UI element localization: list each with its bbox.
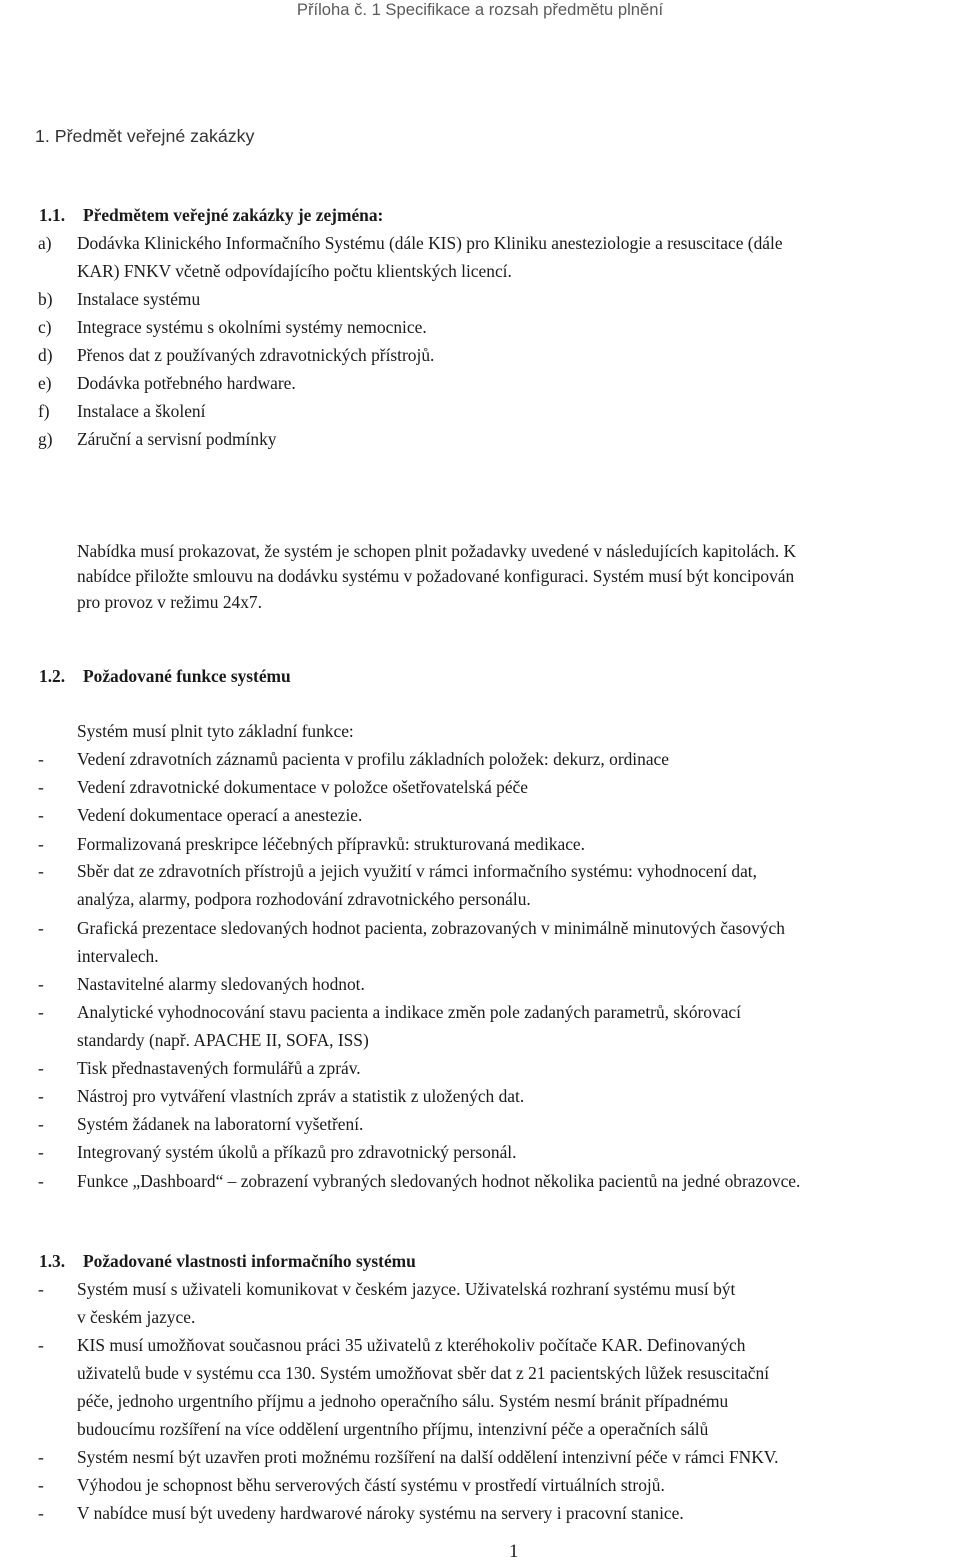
list-item-text: Instalace a školení (77, 401, 206, 421)
dash-bullet: - (38, 1002, 44, 1022)
list-item (0, 1279, 960, 1307)
list-item-text: Grafická prezentace sledovaných hodnot pacienta, zobrazovaných v minimálně minutových časových (77, 918, 785, 938)
section-heading-text: 1. Předmět veřejné zakázky (35, 126, 255, 146)
subsection-title: Požadované vlastnosti informačního systému (83, 1251, 416, 1271)
list-item-text: Systém nesmí být uzavřen proti možnému rozšíření na další oddělení intenzivní péče v rámci FNKV. (77, 1447, 779, 1467)
list-item-text: Funkce „Dashboard“ – zobrazení vybraných sledovaných hodnot několika pacientů na jedné obrazovce. (77, 1171, 801, 1191)
list-item-text: KAR) FNKV včetně odpovídajícího počtu klientských licencí. (77, 261, 512, 281)
dash-bullet: - (38, 1114, 44, 1134)
dash-bullet: - (38, 974, 44, 994)
subsection-title: Předmětem veřejné zakázky je zejména: (83, 205, 384, 225)
list-item (0, 861, 960, 889)
subsection-1-2-heading (39, 666, 291, 687)
list-item (0, 1171, 960, 1199)
list-item-label: f) (38, 401, 50, 421)
dash-bullet: - (38, 861, 44, 881)
list-item-text: Dodávka Klinického Informačního Systému (dále KIS) pro Kliniku anesteziologie a resuscitace (dále (77, 233, 783, 253)
list-item-text: KIS musí umožňovat současnou práci 35 uživatelů z kteréhokoliv počítače KAR. Definovaných (77, 1335, 746, 1355)
list-item (0, 233, 960, 261)
dash-bullet: - (38, 777, 44, 797)
list-item (0, 777, 960, 805)
dash-bullet: - (38, 1335, 44, 1355)
list-item (0, 317, 960, 345)
list-item-text: Tisk přednastavených formulářů a zpráv. (77, 1058, 361, 1078)
dash-bullet: - (38, 1058, 44, 1078)
list-item-continuation (0, 1363, 960, 1391)
paragraph-line: Nabídka musí prokazovat, že systém je schopen plnit požadavky uvedené v následujících kapitolách. K (77, 541, 797, 561)
list-item (0, 1447, 960, 1475)
list-item (0, 1335, 960, 1363)
list-item (0, 429, 960, 457)
subsection-1-1-heading (39, 205, 383, 226)
dash-bullet: - (38, 1086, 44, 1106)
list-item-text: Integrovaný systém úkolů a příkazů pro zdravotnický personál. (77, 1142, 517, 1162)
list-item-label: g) (38, 429, 53, 449)
dash-bullet: - (38, 805, 44, 825)
list-item-text: Sběr dat ze zdravotních přístrojů a jejich využití v rámci informačního systému: vyhodnocení dat, (77, 861, 757, 881)
intro-text: Systém musí plnit tyto základní funkce: (77, 721, 354, 741)
list-item (0, 918, 960, 946)
list-item-label: b) (38, 289, 53, 309)
list-item-text: V nabídce musí být uvedeny hardwarové nároky systému na servery i pracovní stanice. (77, 1503, 684, 1523)
list-item-continuation (0, 1307, 960, 1335)
section-heading (0, 126, 254, 147)
list-item-label: d) (38, 345, 53, 365)
list-item-label: e) (38, 373, 52, 393)
page-number: 1 (509, 1541, 519, 1562)
dash-bullet: - (38, 1279, 44, 1299)
list-item-text: Vedení zdravotnické dokumentace v položce ošetřovatelská péče (77, 777, 528, 797)
list-item-text: Nastavitelné alarmy sledovaných hodnot. (77, 974, 365, 994)
list-item (0, 1114, 960, 1142)
list-item-text: Vedení dokumentace operací a anestezie. (77, 805, 363, 825)
list-item (0, 401, 960, 429)
dash-bullet: - (38, 1475, 44, 1495)
dash-bullet: - (38, 1447, 44, 1467)
subsection-number: 1.1. (39, 205, 66, 225)
list-item-text: Nástroj pro vytváření vlastních zpráv a statistik z uložených dat. (77, 1086, 525, 1106)
dash-bullet: - (38, 918, 44, 938)
list-item-text: Formalizovaná preskripce léčebných přípravků: strukturovaná medikace. (77, 834, 585, 854)
list-item-text: Výhodou je schopnost běhu serverových částí systému v prostředí virtuálních strojů. (77, 1475, 665, 1495)
subsection-title: Požadované funkce systému (83, 666, 291, 686)
list-item-text: standardy (např. APACHE II, SOFA, ISS) (77, 1030, 369, 1050)
list-item-label: c) (38, 317, 52, 337)
list-item-text: intervalech. (77, 946, 159, 966)
list-item (0, 373, 960, 401)
list-item (0, 1475, 960, 1503)
dash-bullet: - (38, 749, 44, 769)
list-item (0, 974, 960, 1002)
list-item (0, 1503, 960, 1531)
subsection-number: 1.3. (39, 1251, 66, 1271)
subsection-number: 1.2. (39, 666, 66, 686)
list-item-continuation (0, 261, 960, 289)
list-item (0, 345, 960, 373)
list-item-text: Dodávka potřebného hardware. (77, 373, 296, 393)
subsection-1-3-heading (39, 1251, 416, 1272)
list-item-text: Instalace systému (77, 289, 201, 309)
list-item-text: analýza, alarmy, podpora rozhodování zdravotnického personálu. (77, 889, 531, 909)
list-item-text: budoucímu rozšíření na více oddělení urgentního příjmu, intenzivní péče a operačních sálů (77, 1419, 709, 1439)
dash-bullet: - (38, 1142, 44, 1162)
list-item-continuation (0, 889, 960, 917)
list-item (0, 834, 960, 862)
list-item (0, 1002, 960, 1030)
list-item-text: Přenos dat z používaných zdravotnických přístrojů. (77, 345, 435, 365)
list-item-text: uživatelů bude v systému cca 130. Systém umožňovat sběr dat z 21 pacientských lůžek resuscitační (77, 1363, 770, 1383)
list-item (0, 289, 960, 317)
list-item-text: Integrace systému s okolními systémy nemocnice. (77, 317, 427, 337)
list-item-text: péče, jednoho urgentního příjmu a jednoho operačního sálu. Systém nesmí bránit případnému (77, 1391, 729, 1411)
list-item-label: a) (38, 233, 52, 253)
dash-bullet: - (38, 1171, 44, 1191)
paragraph-line: nabídce přiložte smlouvu na dodávku systému v požadované konfiguraci. Systém musí být koncipován (77, 566, 795, 586)
list-item-text: v českém jazyce. (77, 1307, 196, 1327)
paragraph-line: pro provoz v režimu 24x7. (77, 592, 262, 612)
list-item-text: Systém musí s uživateli komunikovat v českém jazyce. Uživatelská rozhraní systému musí být (77, 1279, 736, 1299)
list-item (0, 1142, 960, 1170)
list-item (0, 1086, 960, 1114)
dash-bullet: - (38, 1503, 44, 1523)
list-item-continuation (0, 946, 960, 974)
list-item (0, 749, 960, 777)
list-item-text: Záruční a servisní podmínky (77, 429, 277, 449)
dash-bullet: - (38, 834, 44, 854)
list-item (0, 1058, 960, 1086)
list-item-text: Vedení zdravotních záznamů pacienta v profilu základních položek: dekurz, ordinace (77, 749, 669, 769)
document-header: Příloha č. 1 Specifikace a rozsah předmětu plnění (296, 0, 664, 19)
list-item (0, 805, 960, 833)
list-item-continuation (0, 1391, 960, 1419)
list-item-text: Analytické vyhodnocování stavu pacienta a indikace změn pole zadaných parametrů, skórovací (77, 1002, 741, 1022)
list-item-continuation (0, 1419, 960, 1447)
list-item-text: Systém žádanek na laboratorní vyšetření. (77, 1114, 364, 1134)
list-item-continuation (0, 1030, 960, 1058)
